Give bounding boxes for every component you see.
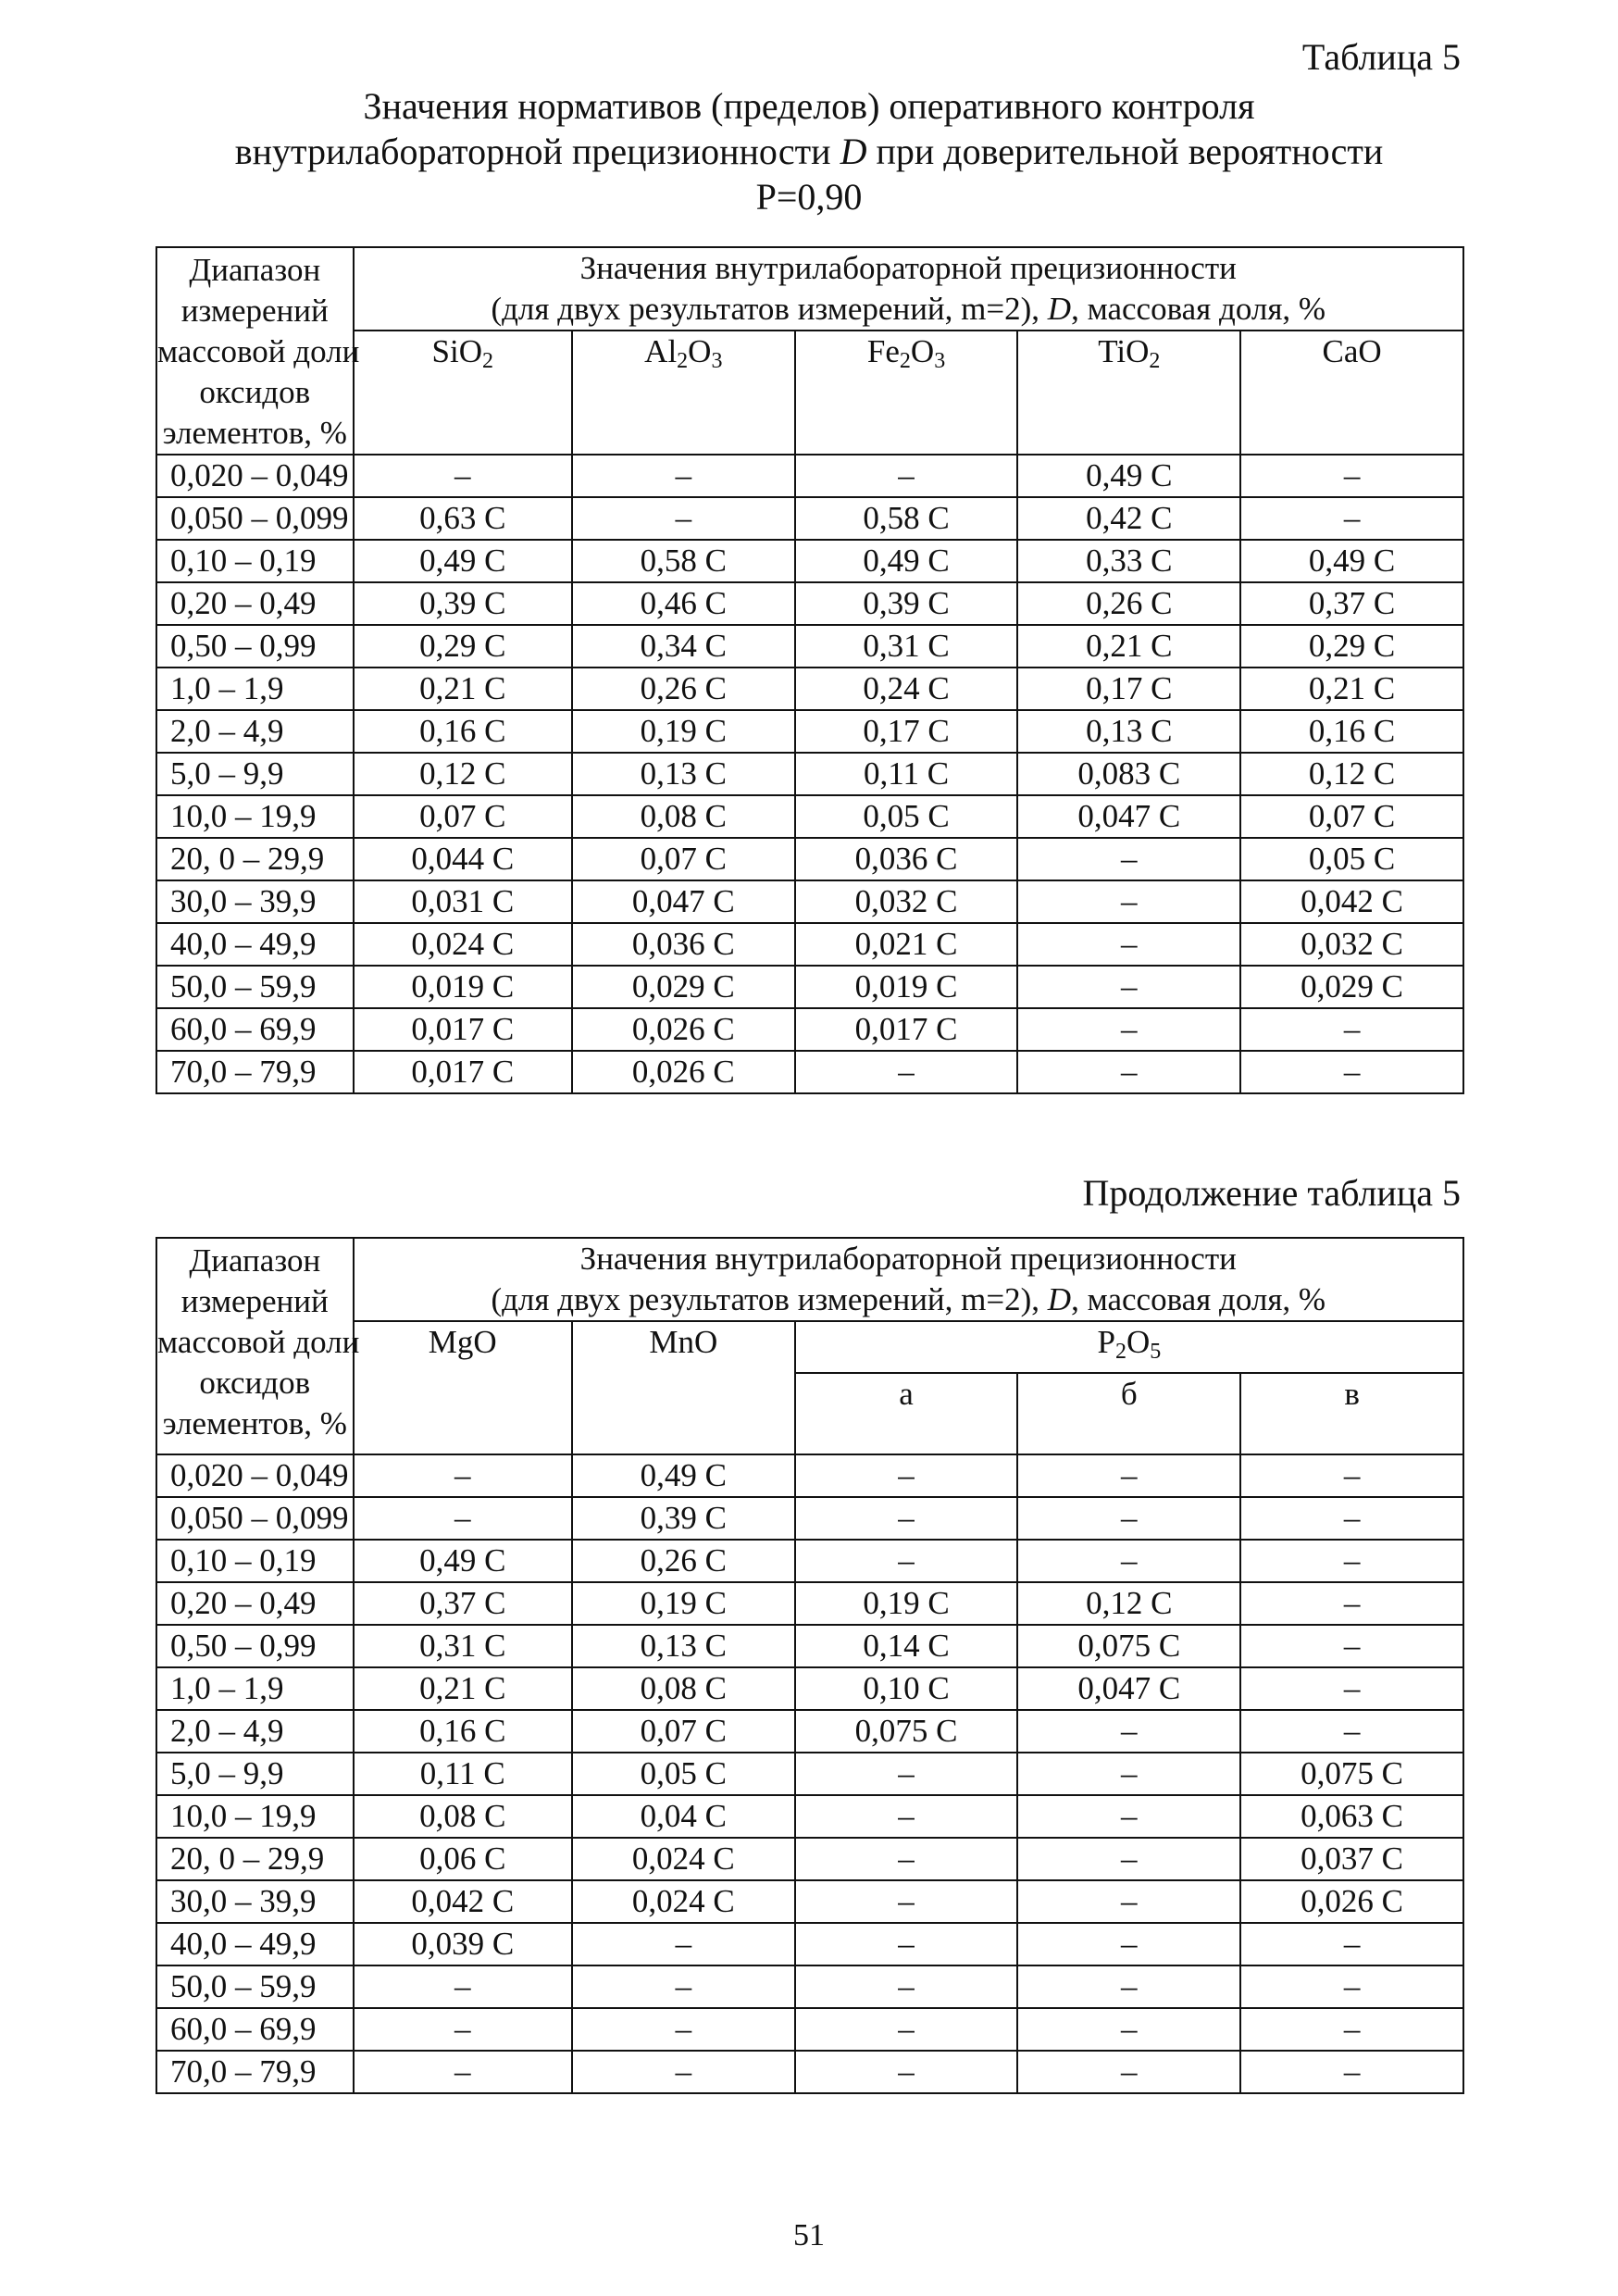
table-row [156, 1923, 1463, 1965]
table-row [156, 625, 1463, 668]
value-cell: – [1017, 838, 1240, 880]
value-cell: – [1240, 2008, 1463, 2051]
range-cell: 30,0 – 39,9 [156, 880, 354, 923]
value-cell: – [795, 1753, 1018, 1795]
value-cell: – [1240, 1051, 1463, 1093]
value-cell: 0,17 С [795, 710, 1018, 753]
value-cell: 0,26 С [1017, 582, 1240, 625]
table-row [156, 1880, 1463, 1923]
continuation-label: Продолжение таблица 5 [1082, 1172, 1461, 1214]
value-cell: – [1240, 1540, 1463, 1582]
table-row [156, 1795, 1463, 1838]
col-fe2o3: $Fe_2O_3$ [795, 331, 1018, 455]
value-cell: 0,075 С [1017, 1625, 1240, 1667]
value-cell: 0,17 С [1017, 668, 1240, 710]
range-cell: 0,10 – 0,19 [156, 1540, 354, 1582]
value-cell: – [1017, 1540, 1240, 1582]
range-cell: 0,20 – 0,49 [156, 582, 354, 625]
range-cell: 60,0 – 69,9 [156, 2008, 354, 2051]
range-cell: 1,0 – 1,9 [156, 668, 354, 710]
value-cell: – [795, 2008, 1018, 2051]
value-cell: 0,49 С [354, 1540, 572, 1582]
precision-table-2 [156, 1237, 1464, 2094]
table-row [156, 1667, 1463, 1710]
value-cell: 0,13 С [572, 753, 795, 795]
value-cell: – [795, 1880, 1018, 1923]
value-cell: – [795, 1540, 1018, 1582]
value-cell: – [1240, 1667, 1463, 1710]
value-cell: 0,19 С [572, 1582, 795, 1625]
value-cell: 0,047 С [572, 880, 795, 923]
value-cell: 0,16 С [354, 710, 572, 753]
value-cell: 0,044 С [354, 838, 572, 880]
value-cell: 0,49 С [1017, 455, 1240, 497]
table-row [156, 1965, 1463, 2008]
value-cell: 0,10 С [795, 1667, 1018, 1710]
table-row [156, 1753, 1463, 1795]
value-cell: 0,21 С [1017, 625, 1240, 668]
table-row [156, 1454, 1463, 1497]
col-p2o5-a: а [795, 1373, 1018, 1454]
value-cell: 0,024 С [354, 923, 572, 966]
col-al2o3: $Al_2O_3$ [572, 331, 795, 455]
range-cell: 5,0 – 9,9 [156, 753, 354, 795]
value-cell: 0,29 С [354, 625, 572, 668]
range-header: Диапазон измерений массовой доли оксидов элементов, % [156, 1238, 354, 1454]
value-cell: 0,42 С [1017, 497, 1240, 540]
value-cell: – [795, 1795, 1018, 1838]
value-cell: – [795, 2051, 1018, 2093]
value-cell: – [795, 1838, 1018, 1880]
value-cell: 0,58 С [795, 497, 1018, 540]
value-cell: – [1017, 1923, 1240, 1965]
value-cell: 0,047 С [1017, 795, 1240, 838]
table-label: Таблица 5 [1301, 36, 1461, 78]
col-p2o5-v: в [1240, 1373, 1463, 1454]
table-row [156, 1051, 1463, 1093]
range-cell: 0,50 – 0,99 [156, 1625, 354, 1667]
title-line-1: Значения нормативов (пределов) оперативного контроля [363, 85, 1255, 127]
value-cell: 0,083 С [1017, 753, 1240, 795]
value-cell: 0,16 С [354, 1710, 572, 1753]
value-cell: 0,08 С [354, 1795, 572, 1838]
value-cell: – [1017, 1838, 1240, 1880]
value-cell: – [1240, 1008, 1463, 1051]
table-row [156, 1710, 1463, 1753]
value-cell: 0,07 С [354, 795, 572, 838]
value-cell: 0,14 С [795, 1625, 1018, 1667]
value-cell: 0,019 С [795, 966, 1018, 1008]
value-cell: 0,12 С [354, 753, 572, 795]
value-cell: 0,37 С [354, 1582, 572, 1625]
value-cell: – [1017, 966, 1240, 1008]
value-cell: 0,042 С [354, 1880, 572, 1923]
value-cell: – [572, 2008, 795, 2051]
value-cell: – [1017, 1710, 1240, 1753]
value-cell: 0,39 С [354, 582, 572, 625]
value-cell: – [572, 2051, 795, 2093]
value-cell: – [1240, 1965, 1463, 2008]
group-header: Значения внутрилабораторной прецизионности (для двух результатов измерений, m=2), D, массовая доля, % [354, 1238, 1463, 1321]
table-row [156, 753, 1463, 795]
value-cell: 0,16 С [1240, 710, 1463, 753]
value-cell: 0,39 С [572, 1497, 795, 1540]
table-row [156, 455, 1463, 497]
range-cell: 0,020 – 0,049 [156, 1454, 354, 1497]
value-cell: – [572, 1965, 795, 2008]
table-row [156, 2051, 1463, 2093]
value-cell: 0,037 С [1240, 1838, 1463, 1880]
value-cell: 0,13 С [572, 1625, 795, 1667]
group-header: Значения внутрилабораторной прецизионности (для двух результатов измерений, m=2), D, массовая доля, % [354, 247, 1463, 331]
value-cell: 0,49 С [1240, 540, 1463, 582]
range-cell: 0,50 – 0,99 [156, 625, 354, 668]
value-cell: – [1240, 1710, 1463, 1753]
range-cell: 70,0 – 79,9 [156, 1051, 354, 1093]
range-cell: 0,050 – 0,099 [156, 1497, 354, 1540]
range-cell: 0,10 – 0,19 [156, 540, 354, 582]
value-cell: – [1017, 880, 1240, 923]
value-cell: 0,036 С [572, 923, 795, 966]
value-cell: 0,11 С [795, 753, 1018, 795]
range-cell: 40,0 – 49,9 [156, 1923, 354, 1965]
value-cell: 0,58 С [572, 540, 795, 582]
table-row [156, 1582, 1463, 1625]
range-cell: 40,0 – 49,9 [156, 923, 354, 966]
value-cell: 0,21 С [354, 668, 572, 710]
value-cell: – [1240, 455, 1463, 497]
range-header: Диапазон измерений массовой доли оксидов элементов, % [156, 247, 354, 455]
col-mgo: MgO [354, 1321, 572, 1454]
value-cell: 0,13 С [1017, 710, 1240, 753]
value-cell: – [795, 455, 1018, 497]
value-cell: 0,08 С [572, 1667, 795, 1710]
value-cell: 0,024 С [572, 1880, 795, 1923]
value-cell: 0,017 С [354, 1051, 572, 1093]
value-cell: 0,07 С [572, 838, 795, 880]
value-cell: – [795, 1497, 1018, 1540]
range-cell: 2,0 – 4,9 [156, 1710, 354, 1753]
table-row [156, 1838, 1463, 1880]
value-cell: 0,031 С [354, 880, 572, 923]
value-cell: 0,047 С [1017, 1667, 1240, 1710]
value-cell: – [1240, 2051, 1463, 2093]
range-cell: 20, 0 – 29,9 [156, 838, 354, 880]
col-mno: MnO [572, 1321, 795, 1454]
value-cell: – [1240, 497, 1463, 540]
value-cell: 0,036 С [795, 838, 1018, 880]
value-cell: 0,39 С [795, 582, 1018, 625]
value-cell: 0,05 С [1240, 838, 1463, 880]
table-1-body [156, 455, 1463, 1093]
value-cell: 0,26 С [572, 668, 795, 710]
value-cell: 0,33 С [1017, 540, 1240, 582]
value-cell: 0,31 С [795, 625, 1018, 668]
value-cell: 0,017 С [795, 1008, 1018, 1051]
value-cell: 0,017 С [354, 1008, 572, 1051]
value-cell: 0,019 С [354, 966, 572, 1008]
value-cell: 0,31 С [354, 1625, 572, 1667]
col-p2o5-b: б [1017, 1373, 1240, 1454]
value-cell: – [354, 455, 572, 497]
value-cell: 0,19 С [572, 710, 795, 753]
value-cell: 0,37 С [1240, 582, 1463, 625]
value-cell: 0,21 С [1240, 668, 1463, 710]
value-cell: 0,21 С [354, 1667, 572, 1710]
value-cell: – [795, 1923, 1018, 1965]
value-cell: – [354, 2051, 572, 2093]
table-row [156, 1008, 1463, 1051]
col-tio2: TiO$_2$ [1017, 331, 1240, 455]
range-cell: 2,0 – 4,9 [156, 710, 354, 753]
value-cell: 0,06 С [354, 1838, 572, 1880]
table-row [156, 1625, 1463, 1667]
value-cell: 0,19 С [795, 1582, 1018, 1625]
value-cell: – [354, 1965, 572, 2008]
value-cell: – [795, 1051, 1018, 1093]
value-cell: 0,08 С [572, 795, 795, 838]
table-row [156, 2008, 1463, 2051]
table-row [156, 838, 1463, 880]
value-cell: 0,07 С [572, 1710, 795, 1753]
table-2-body [156, 1454, 1463, 2093]
range-cell: 50,0 – 59,9 [156, 966, 354, 1008]
value-cell: 0,49 С [354, 540, 572, 582]
table-row [156, 923, 1463, 966]
title-line-2: внутрилабораторной прецизионности D при доверительной вероятности [234, 131, 1384, 172]
value-cell: – [1017, 1965, 1240, 2008]
value-cell: – [1017, 1753, 1240, 1795]
value-cell: – [1240, 1923, 1463, 1965]
value-cell: 0,63 С [354, 497, 572, 540]
range-cell: 70,0 – 79,9 [156, 2051, 354, 2093]
value-cell: 0,34 С [572, 625, 795, 668]
value-cell: 0,039 С [354, 1923, 572, 1965]
range-cell: 10,0 – 19,9 [156, 1795, 354, 1838]
precision-table-1 [156, 246, 1464, 1094]
value-cell: 0,24 С [795, 668, 1018, 710]
value-cell: 0,12 С [1017, 1582, 1240, 1625]
value-cell: 0,11 С [354, 1753, 572, 1795]
value-cell: – [1240, 1497, 1463, 1540]
value-cell: 0,063 С [1240, 1795, 1463, 1838]
value-cell: – [1017, 2008, 1240, 2051]
value-cell: 0,26 С [572, 1540, 795, 1582]
value-cell: – [1240, 1625, 1463, 1667]
table-row [156, 880, 1463, 923]
table-row [156, 497, 1463, 540]
value-cell: 0,042 С [1240, 880, 1463, 923]
value-cell: – [1017, 923, 1240, 966]
value-cell: 0,49 С [572, 1454, 795, 1497]
value-cell: 0,075 С [1240, 1753, 1463, 1795]
range-cell: 0,020 – 0,049 [156, 455, 354, 497]
value-cell: – [354, 1454, 572, 1497]
value-cell: – [1017, 1880, 1240, 1923]
value-cell: – [1017, 1795, 1240, 1838]
table-row [156, 1497, 1463, 1540]
table-row [156, 1540, 1463, 1582]
value-cell: 0,49 С [795, 540, 1018, 582]
value-cell: – [354, 1497, 572, 1540]
table-row [156, 966, 1463, 1008]
value-cell: 0,05 С [572, 1753, 795, 1795]
value-cell: 0,026 С [572, 1051, 795, 1093]
range-cell: 20, 0 – 29,9 [156, 1838, 354, 1880]
value-cell: 0,05 С [795, 795, 1018, 838]
value-cell: 0,026 С [572, 1008, 795, 1051]
range-cell: 5,0 – 9,9 [156, 1753, 354, 1795]
value-cell: – [1017, 1497, 1240, 1540]
value-cell: – [795, 1965, 1018, 2008]
range-cell: 30,0 – 39,9 [156, 1880, 354, 1923]
table-row [156, 668, 1463, 710]
range-cell: 10,0 – 19,9 [156, 795, 354, 838]
table-row [156, 795, 1463, 838]
value-cell: – [1017, 2051, 1240, 2093]
value-cell: – [1017, 1454, 1240, 1497]
value-cell: 0,032 С [795, 880, 1018, 923]
value-cell: 0,021 С [795, 923, 1018, 966]
col-p2o5: $P_2O_5$ [795, 1321, 1463, 1373]
value-cell: – [572, 497, 795, 540]
value-cell: 0,07 С [1240, 795, 1463, 838]
value-cell: – [1017, 1008, 1240, 1051]
range-cell: 1,0 – 1,9 [156, 1667, 354, 1710]
value-cell: – [795, 1454, 1018, 1497]
page-number: 51 [793, 2218, 825, 2252]
value-cell: 0,024 С [572, 1838, 795, 1880]
table-title [0, 83, 1618, 219]
value-cell: – [572, 1923, 795, 1965]
table-row [156, 710, 1463, 753]
value-cell: – [1240, 1582, 1463, 1625]
value-cell: 0,12 С [1240, 753, 1463, 795]
value-cell: – [572, 455, 795, 497]
value-cell: 0,029 С [1240, 966, 1463, 1008]
value-cell: 0,029 С [572, 966, 795, 1008]
range-cell: 50,0 – 59,9 [156, 1965, 354, 2008]
value-cell: 0,075 С [795, 1710, 1018, 1753]
range-cell: 60,0 – 69,9 [156, 1008, 354, 1051]
range-cell: 0,20 – 0,49 [156, 1582, 354, 1625]
value-cell: 0,032 С [1240, 923, 1463, 966]
col-cao: CaO [1240, 331, 1463, 455]
title-line-3: P=0,90 [755, 176, 863, 218]
col-sio2: SiO$_2$ [354, 331, 572, 455]
value-cell: 0,29 С [1240, 625, 1463, 668]
value-cell: 0,46 С [572, 582, 795, 625]
table-row [156, 540, 1463, 582]
range-cell: 0,050 – 0,099 [156, 497, 354, 540]
value-cell: 0,026 С [1240, 1880, 1463, 1923]
value-cell: 0,04 С [572, 1795, 795, 1838]
value-cell: – [1017, 1051, 1240, 1093]
value-cell: – [354, 2008, 572, 2051]
table-row [156, 582, 1463, 625]
value-cell: – [1240, 1454, 1463, 1497]
